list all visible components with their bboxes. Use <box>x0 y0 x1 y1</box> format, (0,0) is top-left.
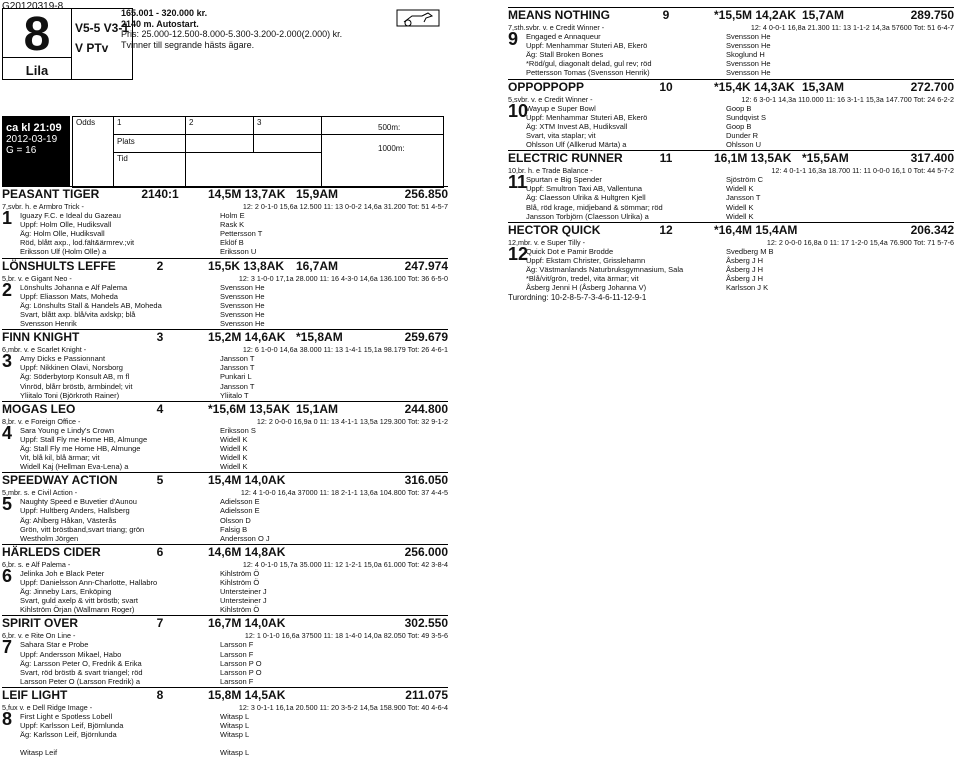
horse-line: Wayup e Super Bowl Goop B <box>526 103 752 113</box>
horse-line: Witasp Leif Witasp L <box>20 748 250 758</box>
horse-stats: 12: 4 0-1-1 16,3a 18.700 11: 11 0-0-0 16,1 0 Tot: 44 5-7-2 <box>771 166 954 176</box>
odds-col-1: 1 <box>117 118 122 127</box>
horse-earnings: 272.700 <box>910 79 954 94</box>
horse-line: Svensson Henrik Svensson He <box>20 319 265 329</box>
horse-name: ELECTRIC RUNNER <box>508 151 623 166</box>
horse-line: Äg: Holm Olle, Hudiksvall Pettersson T <box>20 229 263 239</box>
horse-block <box>508 79 954 150</box>
horse-start: 5 <box>156 473 164 488</box>
horse-start: 3 <box>156 330 164 345</box>
horse-line: Äg: Ahlberg Håkan, Västerås Olsson D <box>20 515 251 525</box>
horse-name: MEANS NOTHING <box>508 8 610 22</box>
horse-record-am <box>296 546 356 560</box>
race-time: ca kl 21:09 <box>6 122 62 134</box>
horse-number: 9 <box>508 29 519 49</box>
race-info <box>121 8 342 50</box>
horse-line: Grön, vitt bröstband,svart triang; grön Falsig B <box>20 524 248 534</box>
horse-line: Sahara Star e Probe Larsson F <box>20 640 254 650</box>
horse-block <box>2 472 448 543</box>
horse-line: Quick Dot e Pamir Brodde Svedberg M B <box>526 246 774 256</box>
horse-line: Iguazy F.C. e Ideal du Gazeau Holm E <box>20 211 245 221</box>
horse-stats: 12: 3 1-0-0 17,1a 28.000 11: 16 4-3-0 14,6a 136.100 Tot: 36 6-5-0 <box>238 273 448 283</box>
odds-1000m: 1000m: <box>378 144 405 153</box>
footer-order: Turordning: 10-2-8-5-7-3-4-6-11-12-9-1 <box>508 293 647 303</box>
horse-number: 7 <box>2 637 13 658</box>
horse-block <box>2 186 448 257</box>
race-color: Lila <box>25 63 49 78</box>
horse-line: Vinröd, blårr bröstb, ärmbindel; vit Jansson T <box>20 381 255 391</box>
odds-col-3: 3 <box>257 118 262 127</box>
horse-info: 7,svbr. h. e Armbro Trick - <box>2 202 84 211</box>
horse-line: Vit, blå kil, blå ärmar; vit Widell K <box>20 453 248 463</box>
horse-line: Äg: Claesson Ulrika & Hultgren Kjell Jansson T <box>526 193 761 203</box>
race-g: G = 16 <box>6 145 37 156</box>
race-prizes: 165.001 - 320.000 kr. <box>121 8 208 18</box>
horse-earnings: 256.850 <box>404 187 448 201</box>
horse-name: SPIRIT OVER <box>2 616 79 631</box>
horse-line: Larsson Peter O (Larsson Fredrik) a Larsson F <box>20 676 254 686</box>
horse-info: 12,mbr. v. e Super Tilly - <box>508 237 585 247</box>
horse-stats: 12: 4 1-0-0 16,4a 37000 11: 18 2-1-1 13,6a 104.800 Tot: 37 4-4-5 <box>240 488 448 498</box>
horse-earnings: 247.974 <box>404 258 448 273</box>
horse-info: 6,br. v. e Rite On Line - <box>2 631 76 641</box>
horse-line: Svart, röd bröstb & svart triangel; röd Larsson P O <box>20 667 262 677</box>
horse-record-am: 16,7AM <box>296 258 339 273</box>
horse-record: 14,5M 13,7AK <box>208 187 286 201</box>
horse-record-am: *15,8AM <box>296 330 343 345</box>
horse-info: 8,br. v. e Foreign Office - <box>2 416 81 426</box>
horse-block <box>2 258 448 329</box>
horse-earnings: 316.050 <box>404 473 448 488</box>
horse-name: FINN KNIGHT <box>2 330 80 345</box>
odds-tid: Tid <box>117 154 128 163</box>
horse-record-am <box>296 474 356 488</box>
horse-start: 9 <box>662 8 670 22</box>
horse-block <box>2 329 448 400</box>
horse-number: 8 <box>2 708 13 729</box>
horse-start: 7 <box>156 616 164 631</box>
horse-block <box>2 401 448 472</box>
horse-line: Westholm Jörgen Andersson O J <box>20 533 270 543</box>
horse-line: *Röd/gul, diagonalt delad, gul rev; röd Svensson He <box>526 59 771 69</box>
horse-number: 2 <box>2 279 13 300</box>
horse-record-am <box>296 617 356 631</box>
horse-line: Äg: Stall Broken Bones Skoglund H <box>526 50 765 60</box>
horse-start: 8 <box>156 687 164 702</box>
horse-earnings: 317.400 <box>910 151 954 166</box>
horse-earnings: 302.550 <box>404 616 448 631</box>
odds-col-2: 2 <box>189 118 194 127</box>
horse-number: 6 <box>2 565 13 586</box>
horse-start: 11 <box>659 151 673 166</box>
horse-start: 12 <box>659 222 673 237</box>
horse-name: HECTOR QUICK <box>508 222 601 237</box>
horse-line: Uppf: Menhammar Stuteri AB, Ekerö Svensson He <box>526 41 771 51</box>
horse-line: Sara Young e Lindy's Crown Eriksson S <box>20 425 256 435</box>
horse-block <box>2 615 448 686</box>
bet-type-2: V PTv <box>75 41 109 55</box>
horse-line: Äg: Stall Fly me Home HB, Almunge Widell K <box>20 443 248 453</box>
horse-record: *15,4K 14,3AK <box>714 79 795 94</box>
horse-record: 15,4M 14,0AK <box>208 473 286 488</box>
horse-line: Svart, blått axp. blå/vita axlskp; blå Svensson He <box>20 309 265 319</box>
horse-line: Jansson Torbjörn (Claesson Ulrika) a Widell K <box>526 211 754 221</box>
race-number: 8 <box>23 8 51 61</box>
horse-stats: 12: 3 0-1-1 16,1a 20.500 11: 20 3-5-2 14,5a 158.900 Tot: 40 4-6-4 <box>238 702 448 712</box>
horse-number: 3 <box>2 351 13 372</box>
horse-line: Uppf: Holm Olle, Hudiksvall Rask K <box>20 220 245 230</box>
horse-line: Äg: Jinneby Lars, Enköping Untersteiner J <box>20 587 267 597</box>
horse-line: Amy Dicks e Passionnant Jansson T <box>20 354 255 364</box>
horse-record: 15,8M 14,5AK <box>208 687 286 702</box>
horse-info: 5,mbr. s. e Civil Action - <box>2 488 78 498</box>
horse-record: *16,4M 15,4AM <box>714 222 798 237</box>
horse-number: 12 <box>508 243 529 264</box>
horse-number: 4 <box>2 422 13 443</box>
horse-line: Äg: XTM Invest AB, Hudiksvall Goop B <box>526 121 752 131</box>
horse-line: Eriksson Ulf (Holm Olle) a Eriksson U <box>20 247 257 257</box>
horse-start: 2140:1 <box>141 187 179 201</box>
horse-name: SPEEDWAY ACTION <box>2 473 118 488</box>
horse-line: Pettersson Tomas (Svensson Henrik) Svensson He <box>526 68 771 78</box>
horse-stats: 12: 2 0-1-0 15,6a 12.500 11: 13 0-0-2 14,6a 31.200 Tot: 51 4-5-7 <box>242 202 448 211</box>
horse-block <box>508 222 954 293</box>
horse-line: Uppf: Nikkinen Olavi, Norsborg Jansson T <box>20 363 255 373</box>
horse-number: 1 <box>2 208 13 228</box>
odds-plats: Plats <box>117 137 135 146</box>
horse-earnings: 244.800 <box>404 401 448 416</box>
race-date: 2012-03-19 <box>6 134 58 145</box>
horse-block <box>2 544 448 615</box>
race-distance: 2140 m. Autostart. <box>121 18 199 29</box>
horse-line: Äg: Lönshults Stall & Handels AB, Moheda Svensson He <box>20 300 265 310</box>
horse-name: LÖNSHULTS LEFFE <box>2 258 116 273</box>
horse-line: Uppf: Andersson Mikael, Habo Larsson F <box>20 649 254 659</box>
horse-record: 15,5K 13,8AK <box>208 258 285 273</box>
horse-earnings: 259.679 <box>404 330 448 345</box>
horse-earnings: 206.342 <box>910 222 954 237</box>
horse-number: 10 <box>508 100 529 121</box>
horse-line: Engaged e Annaqueur Svensson He <box>526 32 771 42</box>
horse-record-am: 15,9AM <box>296 187 339 201</box>
horse-record-am <box>296 689 356 703</box>
horse-stats: 12: 4 0-1-0 15,7a 35.000 11: 12 1-2-1 15,0a 61.000 Tot: 42 3-8-4 <box>242 559 448 569</box>
horse-record: 16,1M 13,5AK <box>714 151 792 166</box>
horse-line: Uppf: Smultron Taxi AB, Vallentuna Widell K <box>526 184 754 194</box>
race-prize-line: Pris: 25.000-12.500-8.000-5.300-3.200-2.000(2.000) kr. <box>121 29 343 39</box>
horse-stats: 12: 1 0-1-0 16,6a 37500 11: 18 1-4-0 14,0a 82.050 Tot: 49 3-5-6 <box>244 631 448 641</box>
horse-record: 14,6M 14,8AK <box>208 544 286 559</box>
horse-line: Uppf: Menhammar Stuteri AB, Ekerö Sundqvist S <box>526 112 767 122</box>
horse-line: Uppf: Hultberg Anders, Hallsberg Adielsson E <box>20 506 260 516</box>
horse-line: Svart, vita staplar; vit Dunder R <box>526 130 759 140</box>
horse-start: 2 <box>156 258 164 273</box>
horse-record-am: *15,5AM <box>802 151 849 166</box>
horse-start: 4 <box>156 401 164 416</box>
horse-block <box>2 687 448 758</box>
horse-stats: 12: 6 1-0-0 14,6a 38.000 11: 13 1-4-1 15,1a 98.179 Tot: 26 4-6-1 <box>242 345 448 355</box>
race-number-box <box>2 8 72 80</box>
horse-line: Svart, guld axelp & vitt bröstb; svart Untersteiner J <box>20 596 267 606</box>
horse-line: Naughty Speed e Buvetier d'Aunou Adielsson E <box>20 497 260 507</box>
horse-info: 7,sth.svbr. v. e Credit Winner - <box>508 23 605 32</box>
horse-record: *15,5M 14,2AK <box>714 8 797 22</box>
horse-earnings: 211.075 <box>405 687 448 702</box>
race-time-box <box>2 116 70 186</box>
horse-line: Äg: Söderbytorp Konsult AB, m fl Punkari L <box>20 372 252 382</box>
horse-line: Lönshults Johanna e Alf Palema Svensson He <box>20 282 265 292</box>
odds-label: Odds <box>76 118 96 127</box>
right-horse-column <box>508 7 954 302</box>
bet-type-1: V5-5 V3-1 <box>75 21 130 35</box>
horse-name: PEASANT TIGER <box>2 187 100 201</box>
horse-line: Uppf: Karlsson Leif, Björnlunda Witasp L <box>20 721 250 731</box>
horse-line: Äg: Larsson Peter O, Fredrik & Erika Larsson P O <box>20 658 262 668</box>
horse-line: Uppf: Ekstam Christer, Grisslehamn Åsberg J H <box>526 255 764 265</box>
horse-name: HÄRLEDS CIDER <box>2 544 101 559</box>
horse-line: Spurtan e Big Spender Sjöström C <box>526 175 764 185</box>
horse-earnings: 256.000 <box>404 544 448 559</box>
horse-line: Jelinka Joh e Black Peter Kihlström Ö <box>20 568 260 578</box>
horse-info: 6,mbr. v. e Scarlet Knight - <box>2 345 87 355</box>
horse-sulky-icon <box>396 8 440 28</box>
horse-line: Ohlsson Ulf (Allkerud Märta) a Ohlsson U <box>526 140 762 150</box>
horse-line: Uppf: Stall Fly me Home HB, Almunge Widell K <box>20 434 248 444</box>
horse-record: 15,2M 14,6AK <box>208 330 286 345</box>
horse-record: *15,6M 13,5AK <box>208 401 291 416</box>
horse-line: Röd, blått axp., lod.fält&ärmrev.;vit Eklöf B <box>20 238 244 248</box>
horse-stats: 12: 2 0-0-0 16,9a 0 11: 13 4-1-1 13,5a 129.300 Tot: 32 9-1-2 <box>256 416 448 426</box>
left-horse-column <box>2 186 448 759</box>
horse-stats: 12: 4 0-0-1 16,8a 21.300 11: 13 1-1-2 14,3a 57600 Tot: 51 6-4-7 <box>750 23 954 32</box>
horse-record-am: 15,1AM <box>296 401 339 416</box>
horse-line: Yliitalo Toni (Björkroth Rainer) Yliitalo T <box>20 390 249 400</box>
horse-stats: 12: 2 0-0-0 16,8a 0 11: 17 1-2-0 15,4a 76.900 Tot: 71 5-7-6 <box>766 237 954 247</box>
horse-line: Äg: Västmanlands Naturbruksgymnasium, Sala Åsberg J H <box>526 264 764 274</box>
horse-info: 10,br. h. e Trade Balance - <box>508 166 593 176</box>
horse-stats: 12: 6 3-0-1 14,3a 110.000 11: 16 3-1-1 15,3a 147.700 Tot: 24 6-2-2 <box>741 94 954 104</box>
horse-record-am <box>802 224 862 238</box>
horse-number: 5 <box>2 494 13 515</box>
horse-number: 11 <box>508 172 528 193</box>
horse-line: Äg: Karlsson Leif, Björnlunda Witasp L <box>20 730 250 740</box>
horse-start: 6 <box>156 544 164 559</box>
horse-name: LEIF LIGHT <box>2 687 68 702</box>
horse-line <box>2 739 448 748</box>
horse-line: Uppf: Eliasson Mats, Moheda Svensson He <box>20 291 265 301</box>
horse-name: MOGAS LEO <box>2 401 76 416</box>
odds-grid <box>72 116 444 188</box>
odds-500m: 500m: <box>378 123 401 132</box>
horse-line: Uppf: Danielsson Ann-Charlotte, Hallabro Kihlström Ö <box>20 578 260 587</box>
horse-info: 5,fux v. e Dell Ridge Image - <box>2 702 93 712</box>
horse-info: 6,br. s. e Alf Palema - <box>2 559 71 569</box>
horse-earnings: 289.750 <box>910 8 954 22</box>
horse-block <box>508 7 954 78</box>
horse-start: 10 <box>659 79 673 94</box>
horse-line: Åsberg Jenni H (Åsberg Johanna V) Karlsson J K <box>526 283 769 293</box>
horse-name: OPPOPPOPP <box>508 79 585 94</box>
horse-line: Kihlström Örjan (Wallmann Roger) Kihlström Ö <box>20 605 260 615</box>
horse-info: 5,br. v. e Gigant Neo - <box>2 273 72 283</box>
horse-record-am: 15,3AM <box>802 79 845 94</box>
horse-line: Blå, röd krage, midjeband & sömmar; röd Widell K <box>526 202 754 212</box>
horse-block <box>508 150 954 221</box>
horse-line: Widell Kaj (Hellman Eva-Lena) a Widell K <box>20 462 248 472</box>
horse-info: 5,svbr. v. e Credit Winner - <box>508 94 593 104</box>
horse-record: 16,7M 14,0AK <box>208 616 286 631</box>
horse-line: First Light e Spotless Lobell Witasp L <box>20 712 250 722</box>
race-note: Tvinner till segrande hästs ägare. <box>121 39 255 50</box>
horse-record-am: 15,7AM <box>802 8 845 22</box>
document-id: G20120319-8 <box>2 1 64 12</box>
horse-line: *Blå/vit/grön, tredel, vita ärmar; vit Åsberg J H <box>526 274 764 284</box>
